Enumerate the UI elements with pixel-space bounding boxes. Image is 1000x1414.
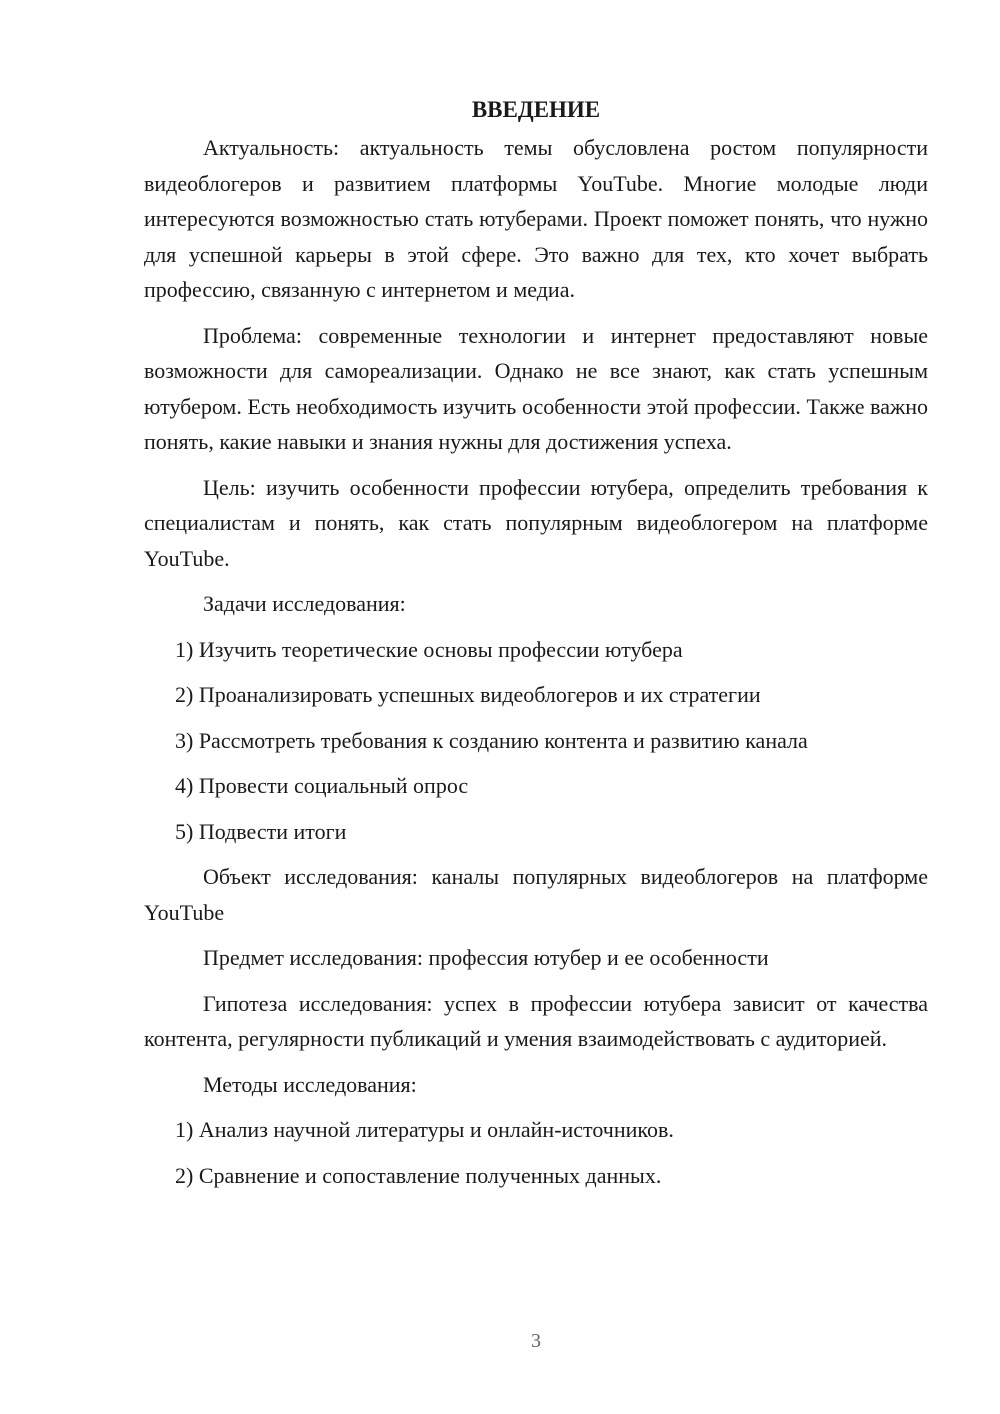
hypothesis-paragraph: Гипотеза исследования: успех в профессии ютубера зависит от качества контента, регулярности публикаций и умения взаимодействовать с аудиторией. <box>144 990 928 1051</box>
section-title: ВВЕДЕНИЕ <box>471 97 601 122</box>
problem-paragraph: Проблема: современные технологии и интернет предоставляют новые возможности для самореализации. Однако не все знают, как стать успешным ютубером. Есть необходимость изучить особенности этой профессии. Также важно понять, какие навыки и знания нужны для достижения успеха. <box>144 322 928 454</box>
task-item-2: 2) Проанализировать успешных видеоблогеров и их стратегии <box>175 682 761 707</box>
methods-heading: Методы исследования: <box>203 1071 417 1097</box>
subject-paragraph: Предмет исследования: профессия ютубер и ее особенности <box>203 945 769 970</box>
tasks-heading: Задачи исследования: <box>203 591 406 616</box>
object-paragraph: Объект исследования: каналы популярных видеоблогеров на платформе YouTube <box>144 864 928 925</box>
task-item-4: 4) Провести социальный опрос <box>175 773 469 798</box>
method-item-2: 2) Сравнение и сопоставление полученных данных. <box>175 1162 662 1188</box>
page-number: 3 <box>531 1330 541 1352</box>
goal-paragraph: Цель: изучить особенности профессии ютубера, определить требования к специалистам и понять, как стать популярным видеоблогером на платформе YouTube. <box>144 474 928 571</box>
task-item-3: 3) Рассмотреть требования к созданию контента и развитию канала <box>175 727 808 753</box>
relevance-paragraph: Актуальность: актуальность темы обусловлена ростом популярности видеоблогеров и развитием платформы YouTube. Многие молодые люди интересуются возможностью стать ютуберами. Проект поможет понять, что нужно для успешной карьеры в этой сфере. Это важно для тех, кто хочет выбрать профессию, связанную с интернетом и медиа. <box>144 135 928 302</box>
method-item-1: 1) Анализ научной литературы и онлайн-источников. <box>175 1117 674 1142</box>
document-page <box>144 95 928 1203</box>
task-item-5: 5) Подвести итоги <box>175 818 347 844</box>
task-item-1: 1) Изучить теоретические основы профессии ютубера <box>175 636 683 662</box>
